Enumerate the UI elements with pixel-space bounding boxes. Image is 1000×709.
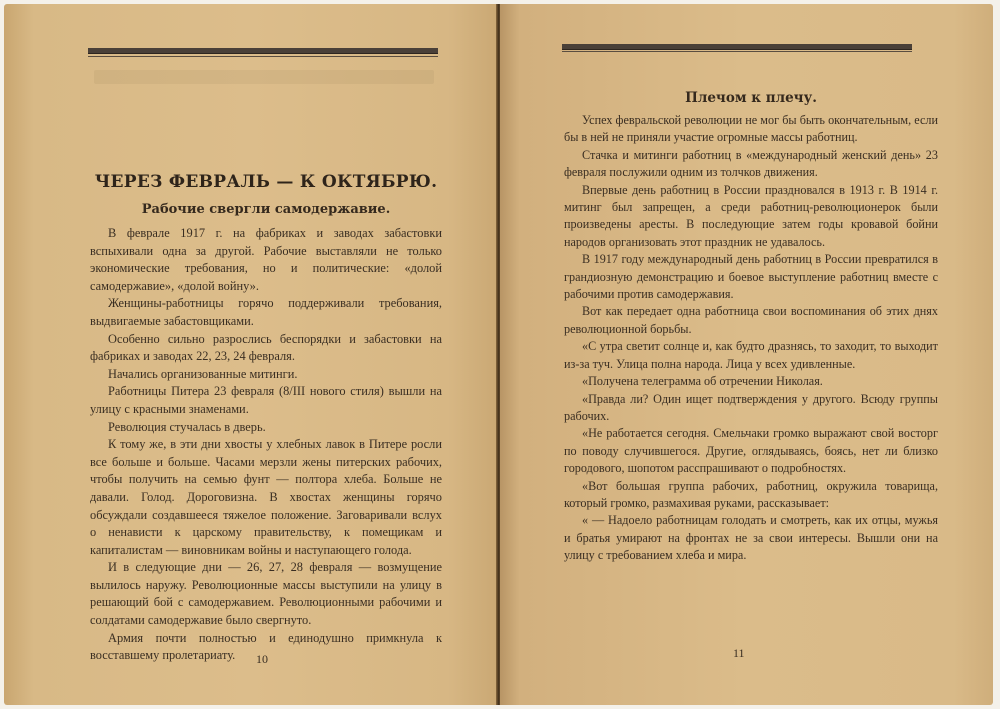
paragraph: В феврале 1917 г. на фабриках и заводах забастовки вспыхивали одна за другой. Рабочие выставляли не только экономические требования, но и политические: «долой самодержавие», «долой войну». [90,226,442,293]
left-page-content [90,172,442,665]
paragraph: Впервые день работниц в России праздновался в 1913 г. В 1914 г. митинг был запрещен, а среди работниц-революционерок были произведены аресты. В последующие затем годы кровавой бойни народов организовать этот праздник не удавалось. [564,182,938,249]
left-page [4,4,497,705]
paragraph: Стачка и митинги работниц в «международный женский день» 23 февраля послужили одним из толчков движения. [564,147,938,180]
header-rule [562,44,912,50]
paragraph: Успех февральской революции не мог бы быть окончательным, если бы в ней не приняли участие огромные массы работниц. [564,113,938,145]
paragraph: Армия почти полностью и единодушно примкнула к восставшему пролетариату. [90,630,442,663]
paragraph: И в следующие дни — 26, 27, 28 февраля — возмущение вылилось наружу. Революционные массы выступили на улицу в решающий бой с самодержавием. Революционными рабочими и солдатами самодержавие было свергнуто. [90,560,442,628]
header-rule [88,48,438,54]
paragraph: Особенно сильно разрослись беспорядки и забастовки на фабриках и заводах 22, 23, 24 февраля. [90,331,442,364]
paragraph: «Не работается сегодня. Смельчаки громко выражают свой восторг по поводу случившегося. Другие, оглядываясь, боясь, нет ли близко городового, шопотом расспрашивают о подробностях. [564,426,938,476]
paragraph: «Получена телеграмма об отречении Николая. [582,374,823,389]
page-number: 11 [733,646,745,660]
page-number: 10 [256,652,268,666]
paragraph: «Вот большая группа рабочих, работниц, окружила товарища, который громко, размахивая руками, рассказывает: [564,478,938,510]
paragraph: Работницы Питера 23 февраля (8/III нового стиля) вышли на улицу с красными знаменами. [90,384,442,416]
chapter-title: ЧЕРЕЗ ФЕВРАЛЬ — К ОКТЯБРЮ. [94,172,438,192]
book-spread [0,4,1000,705]
paragraph: К тому же, в эти дни хвосты у хлебных лавок в Питере росли все больше и больше. Часами мерзли жены питерских рабочих, чтобы получить на семью фунт — полтора хлеба. Больше не давали. Голод. Дороговизна. В хвостах женщины горячо обсуждали создавшееся тяжелое положение. Заговаривали вслух о ненависти к царскому правительству, к помещикам и капиталистам — виновникам войны и наступающего голода. [90,437,442,557]
section-title: Рабочие свергли самодержавие. [141,202,391,217]
show-through-text [94,70,434,84]
paragraph: В 1917 году международный день работниц в России превратился в грандиозную демонстрацию и боевое выступление работниц вместе с рабочими против самодержавия. [564,252,938,302]
paragraph: «Правда ли? Один ищет подтверждения у другого. Всюду группы рабочих. [564,391,938,423]
paragraph: Женщины-работницы горячо поддерживали требования, выдвигаемые забастовщиками. [90,296,442,328]
right-page [500,4,993,705]
right-page-content [564,90,938,565]
paragraph: Начались организованные митинги. [108,366,298,381]
paragraph: «С утра светит солнце и, как будто дразнясь, то заходит, то выходит из-за туч. Улица полна народа. Лица у всех удивленные. [564,339,938,371]
paragraph: Вот как передает одна работница свои воспоминания об этих днях революционной борьбы. [564,304,938,336]
header-rule-thin [88,56,438,57]
paragraph: « — Надоело работницам голодать и смотреть, как их отцы, мужья и братья умирают на фронтах не за свои интересы. Вышли они на улицу с требованием хлеба и мира. [564,513,938,563]
section-title: Плечом к плечу. [685,90,817,106]
paragraph: Революция стучалась в дверь. [108,419,266,434]
header-rule-thin [562,51,912,52]
